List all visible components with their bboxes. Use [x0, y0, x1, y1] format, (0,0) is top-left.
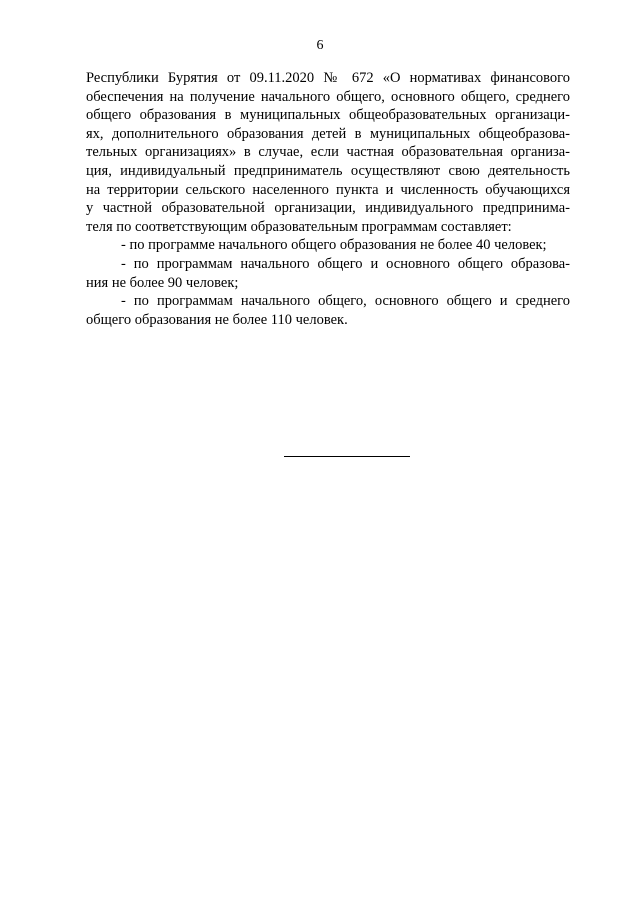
- body-line: общего образования в муниципальных общеобразовательных организаци-: [86, 107, 570, 124]
- body-line: теля по соответствующим образовательным программам составляет:: [86, 218, 512, 235]
- body-line: тельных организациях» в случае, если частная образовательная организа-: [86, 144, 570, 161]
- body-line: у частной образовательной организации, индивидуального предпринима-: [86, 200, 570, 217]
- page-number: 6: [316, 38, 324, 53]
- end-of-document-rule: [284, 456, 410, 457]
- document-body: [86, 69, 570, 329]
- body-line: ция, индивидуальный предприниматель осуществляют свою деятельность: [86, 162, 570, 179]
- list-item-line: - по программам начального общего и основного общего образова-: [121, 255, 570, 272]
- body-line: обеспечения на получение начального общего, основного общего, среднего: [86, 88, 570, 105]
- list-item-line: - по программам начального общего, основного общего и среднего: [121, 293, 570, 310]
- body-line: на территории сельского населенного пункта и численность обучающихся: [86, 181, 570, 198]
- list-item-line: - по программе начального общего образования не более 40 человек;: [121, 237, 547, 254]
- body-line: Республики Бурятия от 09.11.2020 № 672 «О нормативах финансового: [86, 70, 570, 86]
- list-item-line: общего образования не более 110 человек.: [86, 311, 348, 328]
- body-line: ях, дополнительного образования детей в муниципальных общеобразова-: [86, 125, 570, 142]
- list-item-line: ния не более 90 человек;: [86, 274, 239, 291]
